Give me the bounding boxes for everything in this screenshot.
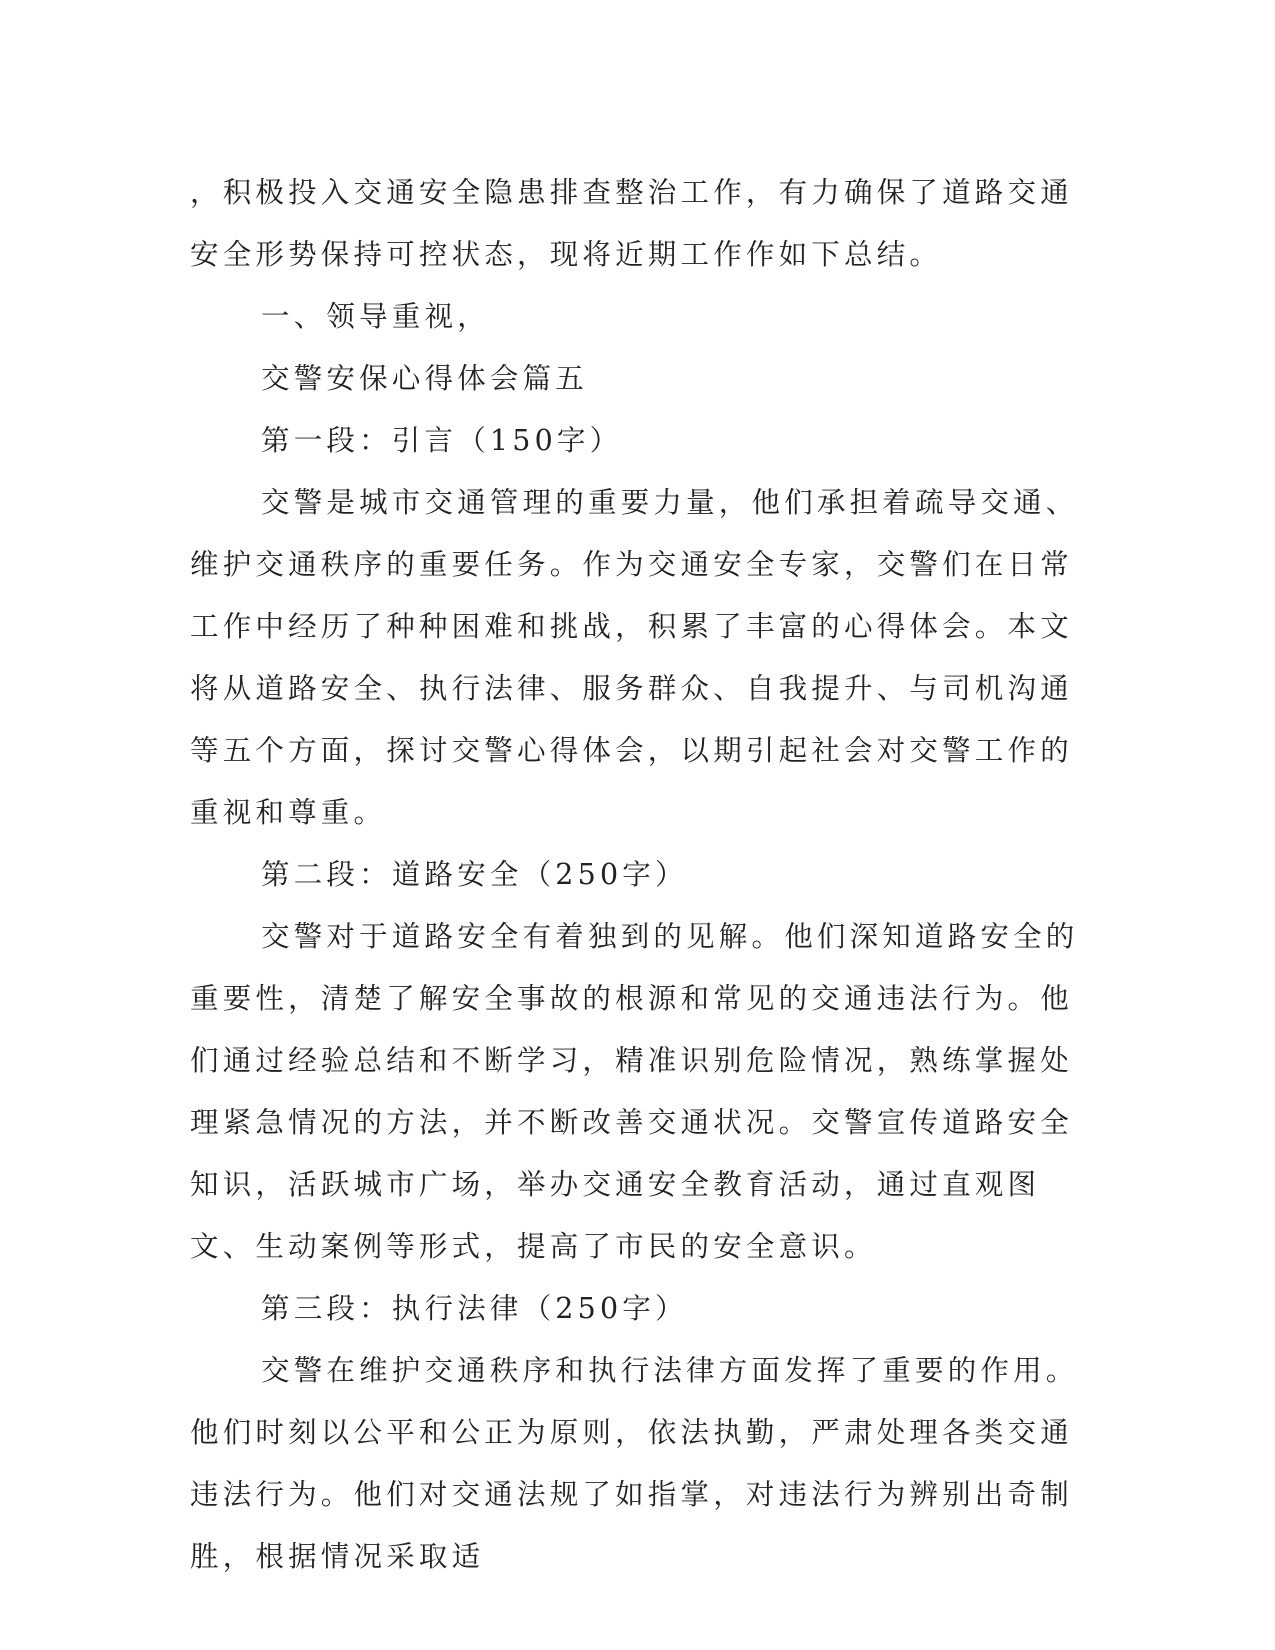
paragraph-intro: 交警是城市交通管理的重要力量，他们承担着疏导交通、维护交通秩序的重要任务。作为交通安全专家，交警们在日常工作中经历了种种困难和挑战，积累了丰富的心得体会。本文将从道路安全、执行法律、服务群众、自我提升、与司机沟通等五个方面，探讨交警心得体会，以期引起社会对交警工作的重视和尊重。 xyxy=(190,486,1079,829)
heading-law-enforcement: 第三段：执行法律（250字） xyxy=(261,1292,688,1325)
paragraph-road-safety: 交警对于道路安全有着独到的见解。他们深知道路安全的重要性，清楚了解安全事故的根源和常见的交通违法行为。他们通过经验总结和不断学习，精准识别危险情况，熟练掌握处理紧急情况的方法，并不断改善交通状况。交警宣传道路安全知识，活跃城市广场，举办交通安全教育活动，通过直观图文、生动案例等形式，提高了市民的安全意识。 xyxy=(190,920,1079,1263)
document-body xyxy=(190,162,1090,1588)
paragraph-law-enforcement: 交警在维护交通秩序和执行法律方面发挥了重要的作用。他们时刻以公平和公正为原则，依法执勤，严肃处理各类交通违法行为。他们对交通法规了如指掌，对违法行为辨别出奇制胜，根据情况采取适 xyxy=(190,1354,1079,1573)
section-title: 交警安保心得体会篇五 xyxy=(261,362,589,395)
heading-road-safety: 第二段：道路安全（250字） xyxy=(261,858,688,891)
heading-intro: 第一段：引言（150字） xyxy=(261,424,623,457)
heading-leadership: 一、领导重视， xyxy=(261,300,490,333)
paragraph-continuation: ，积极投入交通安全隐患排查整治工作，有力确保了道路交通安全形势保持可控状态，现将近期工作作如下总结。 xyxy=(190,176,1073,271)
